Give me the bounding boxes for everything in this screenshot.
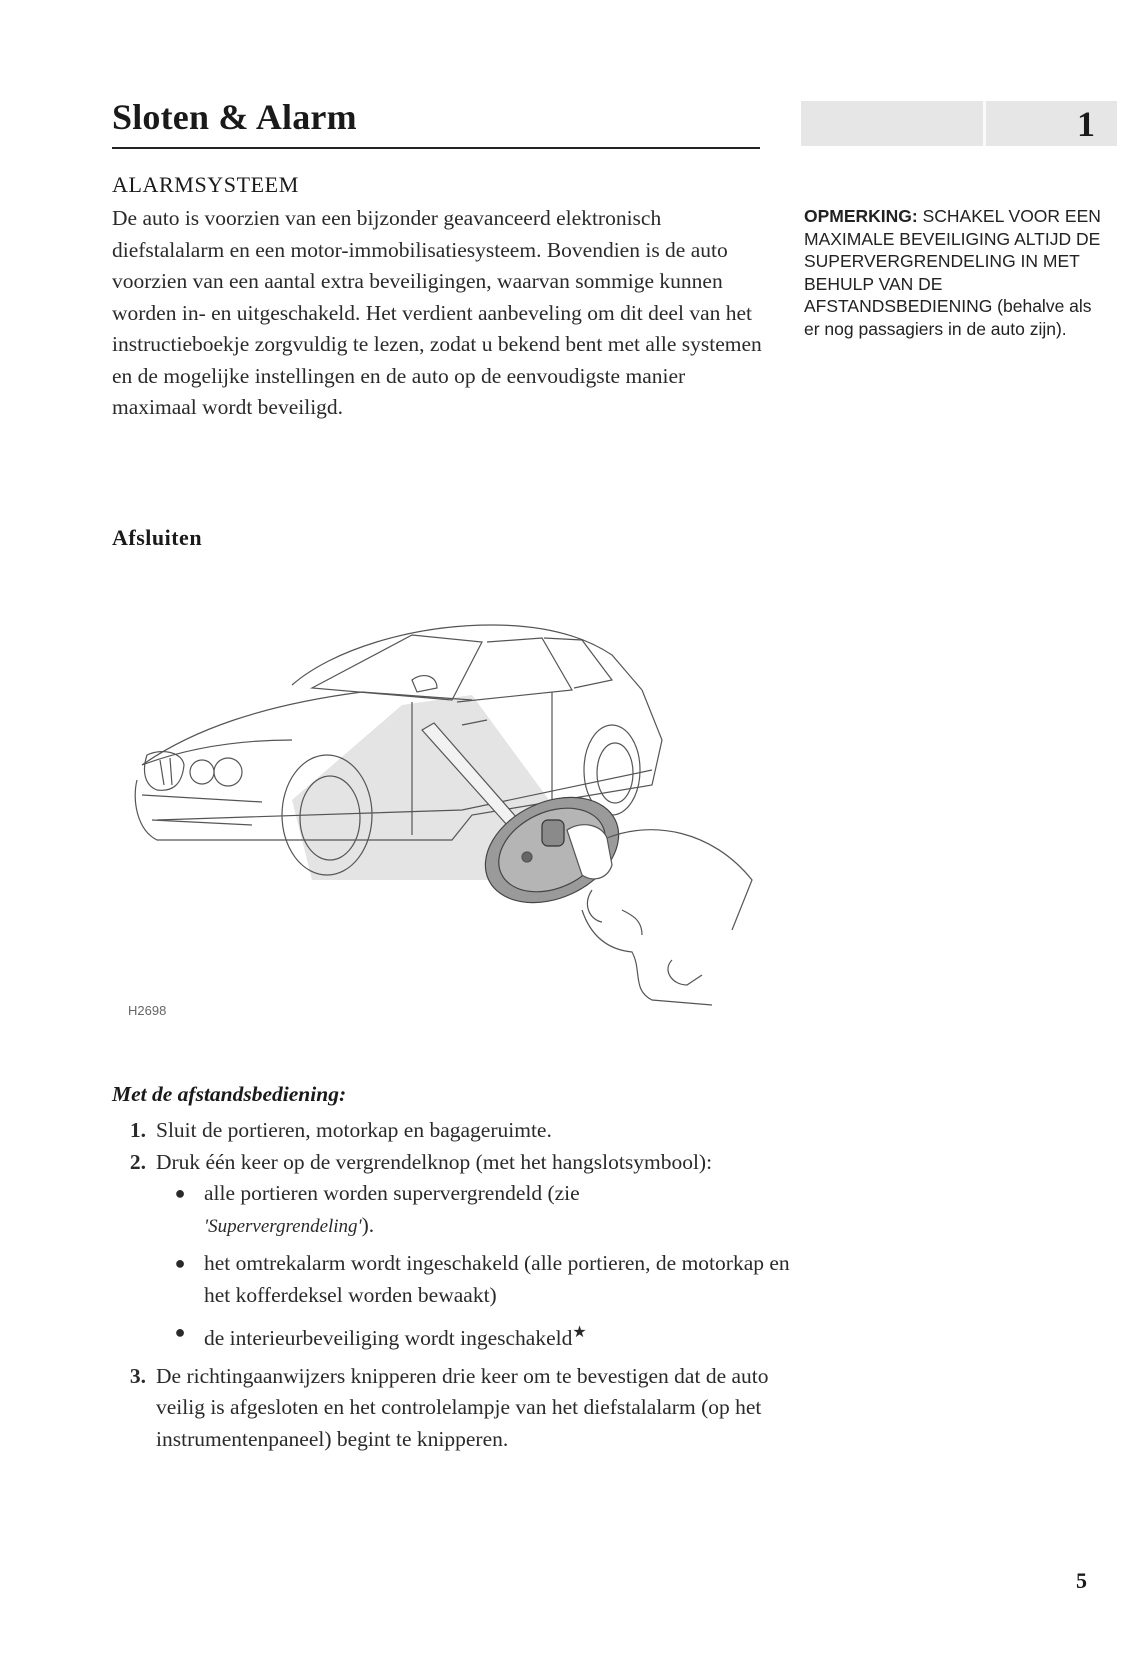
page-number: 5 <box>1076 1568 1087 1593</box>
step-number: 2. <box>129 1149 146 1174</box>
note-text: SCHAKEL VOOR EEN MAXIMALE BEVEILIGING ALTIJD DE SUPERVERGRENDELING IN MET BEHULP VAN DE AFSTANDSBEDIENING (behalve als er nog passagiers in de auto zijn). <box>804 206 1101 339</box>
bullet-item <box>156 1248 792 1311</box>
procedure-steps <box>112 1115 792 1455</box>
bullet-dot-icon: ● <box>174 1253 186 1273</box>
bullet-suffix: ). <box>361 1212 375 1237</box>
bullet-text: het omtrekalarm wordt ingeschakeld (alle portieren, de motorkap en het kofferdeksel worden bewaakt) <box>204 1251 790 1307</box>
step-3 <box>112 1361 792 1456</box>
section-heading: ALARMSYSTEEM <box>112 172 299 197</box>
bullet-dot-icon: ● <box>174 1322 186 1342</box>
bullet-item <box>156 1317 792 1355</box>
chapter-tab <box>801 101 1117 146</box>
car-illustration-icon <box>112 580 762 1020</box>
star-footnote-icon: ★ <box>572 1324 587 1341</box>
figure-code: H2698 <box>128 1003 167 1018</box>
chapter-number: 1 <box>1077 104 1095 144</box>
step-text: Druk één keer op de vergrendelknop (met het hangslotsymbool): <box>156 1149 713 1174</box>
car-remote-key-illustration <box>112 580 762 1020</box>
note-label: OPMERKING: <box>804 206 918 226</box>
bullet-text: de interieurbeveiliging wordt ingeschakeld <box>204 1326 573 1351</box>
note-box <box>804 205 1104 341</box>
title-rule <box>112 147 760 149</box>
bullet-dot-icon: ● <box>174 1183 186 1203</box>
step-2-bullets <box>156 1178 792 1355</box>
intro-paragraph: De auto is voorzien van een bijzonder geavanceerd elektronisch diefstalalarm en een motor-immobilisatiesysteem. Bovendien is de auto voorzien van een aantal extra beveiligingen, waarvan sommige kunnen worden in- en uitgeschakeld. Het verdient aanbeveling om dit deel van het instructieboekje zorgvuldig te lezen, zodat u bekend bent met alle systemen en de mogelijke instellingen en de auto op de eenvoudigste manier maximaal wordt beveiligd. <box>112 206 762 419</box>
page-title: Sloten & Alarm <box>112 97 357 137</box>
step-2 <box>112 1147 792 1361</box>
bullet-text: alle portieren worden supervergrendeld (zie <box>204 1181 580 1205</box>
step-1 <box>112 1115 792 1147</box>
step-number: 1. <box>129 1118 146 1142</box>
procedure-heading: Met de afstandsbediening: <box>112 1082 347 1106</box>
step-number: 3. <box>129 1363 146 1388</box>
cross-reference-link[interactable]: 'Supervergrendeling' <box>204 1215 362 1237</box>
step-text: De richtingaanwijzers knipperen drie keer om te bevestigen dat de auto veilig is afgesloten en het controlelampje van het diefstalalarm (op het instrumentenpaneel) begint te knipperen. <box>156 1363 769 1451</box>
chapter-tab-divider <box>983 101 986 146</box>
subsection-heading: Afsluiten <box>112 525 203 550</box>
bullet-item <box>156 1178 792 1242</box>
step-text: Sluit de portieren, motorkap en bagageruimte. <box>156 1118 552 1142</box>
